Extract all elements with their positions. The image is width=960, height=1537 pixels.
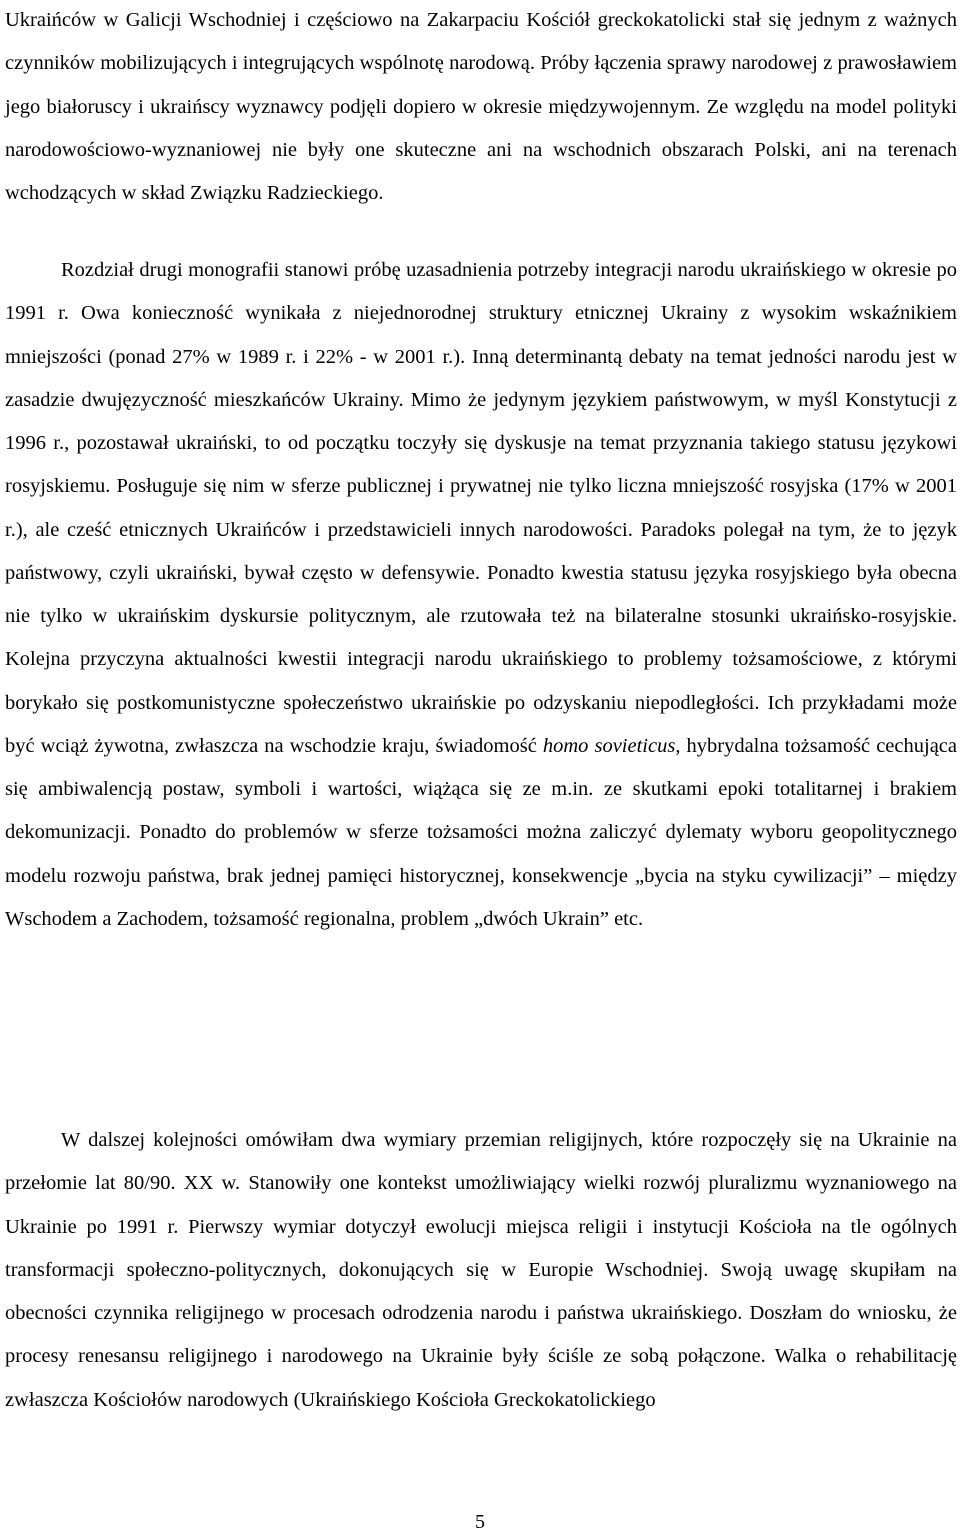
page-number: 5 — [475, 1511, 485, 1533]
paragraph-2 — [5, 249, 957, 941]
paragraph-2-text-b: , hybrydalna tożsamość cechująca się ambiwalencją postaw, symboli i wartości, wiążąca się ze m.in. ze skutkami epoki totalitarnej i brakiem dekomunizacji. Ponadto do problemów w sferze tożsamości można zaliczyć dylematy wyboru geopolitycznego modelu rozwoju państwa, brak jednej pamięci historycznej, konsekwencje „bycia na styku cywilizacji” – między Wschodem a Zachodem, tożsamość regionalna, problem „dwóch Ukrain” etc. — [5, 734, 957, 930]
italic-term: homo sovieticus — [542, 734, 676, 757]
paragraph-3: W dalszej kolejności omówiłam dwa wymiary przemian religijnych, które rozpoczęły się na Ukrainie na przełomie lat 80/90. XX w. Stanowiły one kontekst umożliwiający wielki rozwój pluralizmu wyznaniowego na Ukrainie po 1991 r. Pierwszy wymiar dotyczył ewolucji miejsca religii i instytucji Kościoła na tle ogólnych transformacji społeczno-politycznych, dokonujących się w Europie Wschodniej. Swoją uwagę skupiłam na obecności czynnika religijnego w procesach odrodzenia narodu i państwa ukraińskiego. Doszłam do wniosku, że procesy renesansu religijnego i narodowego na Ukrainie były ściśle ze sobą połączone. Walka o rehabilitację zwłaszcza Kościołów narodowych (Ukraińskiego Kościoła Greckokatolickiego — [5, 1129, 957, 1411]
paragraph-1: Ukraińców w Galicji Wschodniej i częściowo na Zakarpaciu Kościół greckokatolicki stał się jednym z ważnych czynników mobilizujących i integrujących wspólnotę narodową. Próby łączenia sprawy narodowej z prawosławiem jego białoruscy i ukraińscy wyznawcy podjęli dopiero w okresie międzywojennym. Ze względu na model polityki narodowościowo-wyznaniowej nie były one skuteczne ani na wschodnich obszarach Polski, ani na terenach wchodzących w skład Związku Radzieckiego. — [5, 9, 957, 204]
paragraph-2-text-a: Rozdział drugi monografii stanowi próbę uzasadnienia potrzeby integracji narodu ukraińskiego w okresie po 1991 r. Owa konieczność wynikała z niejednorodnej struktury etnicznej Ukrainy z wysokim wskaźnikiem mniejszości (ponad 27% w 1989 r. i 22% - w 2001 r.). Inną determinantą debaty na temat jedności narodu jest w zasadzie dwujęzyczność mieszkańców Ukrainy. Mimo że jedynym językiem państwowym, w myśl Konstytucji z 1996 r., pozostawał ukraiński, to od początku toczyły się dyskusje na temat przyznania takiego statusu językowi rosyjskiemu. Posługuje się nim w sferze publicznej i prywatnej nie tylko liczna mniejszość rosyjska (17% w 2001 r.), ale cześć etnicznych Ukraińców i przedstawicieli innych narodowości. Paradoks polegał na tym, że to język państwowy, czyli ukraiński, bywał często w defensywie. Ponadto kwestia statusu języka rosyjskiego była obecna nie tylko w ukraińskim dyskursie politycznym, ale rzutowała też na bilateralne stosunki ukraińsko-rosyjskie. Kolejna przyczyna aktualności kwestii integracji narodu ukraińskiego to problemy tożsamościowe, z którymi borykało się postkomunistyczne społeczeństwo ukraińskie po odzyskaniu niepodległości. Ich przykładami może być wciąż żywotna, zwłaszcza na wschodzie kraju, świadomość — [5, 259, 957, 757]
